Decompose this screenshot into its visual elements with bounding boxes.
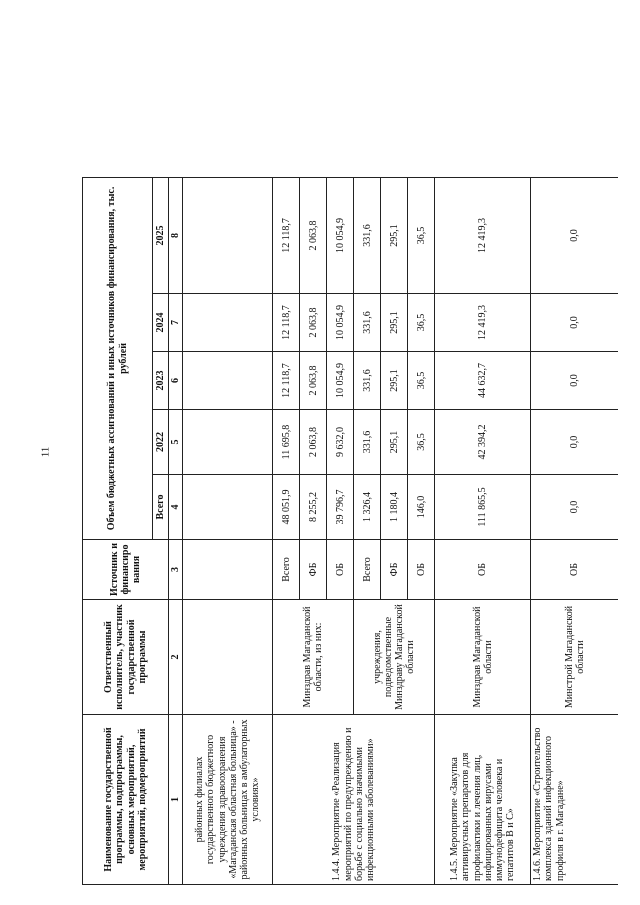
table-cell: 42 394,2 bbox=[435, 410, 531, 475]
table-cell: 295,1 bbox=[381, 352, 408, 410]
table-cell: 44 632,7 bbox=[435, 352, 531, 410]
header-source: Источник и финансиро вания bbox=[83, 540, 169, 600]
table-cell: ОБ bbox=[531, 540, 618, 600]
table-cell: 12 419,3 bbox=[435, 177, 531, 293]
table-cell: ОБ bbox=[435, 540, 531, 600]
table-cell: 331,6 bbox=[354, 352, 381, 410]
continuation-text: районных филиалах государственного бюджетного учреждения здравоохранения «Магаданская областная больница» - районных больницах в амбулаторных условиях» bbox=[183, 715, 273, 885]
rotated-table-wrapper bbox=[82, 45, 618, 885]
table-cell: ОБ bbox=[408, 540, 435, 600]
table-cell: Всего bbox=[273, 540, 300, 600]
event-145-executor: Минздрав Магаданской области bbox=[435, 600, 531, 715]
empty-cell bbox=[183, 294, 273, 352]
table-cell: 36,5 bbox=[408, 410, 435, 475]
table-cell: 12 118,7 bbox=[273, 177, 300, 293]
table-cell: ФБ bbox=[300, 540, 327, 600]
table-cell: 0,0 bbox=[531, 410, 618, 475]
table-cell: 12 118,7 bbox=[273, 352, 300, 410]
table-cell: 295,1 bbox=[381, 177, 408, 293]
table-cell: 0,0 bbox=[531, 177, 618, 293]
blank-margin bbox=[531, 45, 618, 177]
event-144-executor-main: Минздрав Магаданской области, из них: bbox=[273, 600, 354, 715]
table-cell: 295,1 bbox=[381, 294, 408, 352]
table-cell: 12 419,3 bbox=[435, 294, 531, 352]
col-number-2: 2 bbox=[169, 600, 183, 715]
header-funding: Объем бюджетных ассигнований и иных источников финансирования, тыс. рублей bbox=[83, 177, 153, 539]
event-144-name: 1.4.4. Мероприятие «Реализация мероприятий по предупреждению и борьбе с социально значимыми инфекционными заболеваниями» bbox=[273, 715, 435, 885]
empty-cell bbox=[183, 540, 273, 600]
col-number-5: 5 bbox=[169, 410, 183, 475]
table-cell: 10 054,9 bbox=[327, 294, 354, 352]
document-sheet bbox=[82, 45, 618, 885]
event-144-executor-sub: учреждения, подведомственные Минздраву Магаданской области bbox=[354, 600, 435, 715]
header-year-2022: 2022 bbox=[153, 410, 169, 475]
funding-table bbox=[82, 45, 618, 885]
table-cell: 0,0 bbox=[531, 294, 618, 352]
table-cell: 331,6 bbox=[354, 410, 381, 475]
empty-cell bbox=[183, 475, 273, 540]
col-number-3: 3 bbox=[169, 540, 183, 600]
table-cell: 0,0 bbox=[531, 352, 618, 410]
table-cell: 295,1 bbox=[381, 410, 408, 475]
empty-cell bbox=[183, 410, 273, 475]
table-cell: 8 255,2 bbox=[300, 475, 327, 540]
col-number-7: 7 bbox=[169, 294, 183, 352]
table-cell: 11 695,8 bbox=[273, 410, 300, 475]
header-year-2024: 2024 bbox=[153, 294, 169, 352]
header-total: Всего bbox=[153, 475, 169, 540]
header-year-2023: 2023 bbox=[153, 352, 169, 410]
table-cell: 2 063,8 bbox=[300, 294, 327, 352]
table-cell: 9 632,0 bbox=[327, 410, 354, 475]
table-cell: 146,0 bbox=[408, 475, 435, 540]
blank-margin bbox=[83, 45, 408, 177]
table-cell: ОБ bbox=[327, 540, 354, 600]
col-number-6: 6 bbox=[169, 352, 183, 410]
table-cell: 39 796,7 bbox=[327, 475, 354, 540]
header-name: Наименование государственной программы, подпрограммы, основных мероприятий, мероприятий, подмероприятий bbox=[83, 715, 169, 885]
event-146-name: 1.4.6. Мероприятие «Строительство комплекса зданий инфекционного профиля в г. Магадане» bbox=[531, 715, 618, 885]
table-cell: 10 054,9 bbox=[327, 177, 354, 293]
table-cell: 48 051,9 bbox=[273, 475, 300, 540]
table-cell: 10 054,9 bbox=[327, 352, 354, 410]
event-146-executor: Минстрой Магаданской области bbox=[531, 600, 618, 715]
table-cell: 36,5 bbox=[408, 177, 435, 293]
table-cell: 2 063,8 bbox=[300, 352, 327, 410]
table-cell: 331,6 bbox=[354, 294, 381, 352]
header-executor: Ответственный исполнитель, участник государственной программы bbox=[83, 600, 169, 715]
table-cell: 0,0 bbox=[531, 475, 618, 540]
col-number-4: 4 bbox=[169, 475, 183, 540]
table-cell: 111 865,5 bbox=[435, 475, 531, 540]
table-cell: 36,5 bbox=[408, 352, 435, 410]
col-number-8: 8 bbox=[169, 177, 183, 293]
table-cell: 36,5 bbox=[408, 294, 435, 352]
empty-cell bbox=[183, 352, 273, 410]
page-number: 11 bbox=[39, 446, 52, 458]
col-number-1: 1 bbox=[169, 715, 183, 885]
blank-margin bbox=[435, 45, 531, 177]
table-cell: 1 180,4 bbox=[381, 475, 408, 540]
table-cell: ФБ bbox=[381, 540, 408, 600]
table-cell: Всего bbox=[354, 540, 381, 600]
table-cell: 2 063,8 bbox=[300, 177, 327, 293]
empty-cell bbox=[183, 177, 273, 293]
table-cell: 2 063,8 bbox=[300, 410, 327, 475]
table-cell: 12 118,7 bbox=[273, 294, 300, 352]
table-cell: 331,6 bbox=[354, 177, 381, 293]
empty-cell bbox=[183, 600, 273, 715]
event-145-name: 1.4.5. Мероприятие «Закупка антивирусных препаратов для профилактики и лечения лиц, инфицированных вирусами иммунодефицита человека и гепатитов B и C» bbox=[435, 715, 531, 885]
table-cell: 1 326,4 bbox=[354, 475, 381, 540]
header-year-2025: 2025 bbox=[153, 177, 169, 293]
